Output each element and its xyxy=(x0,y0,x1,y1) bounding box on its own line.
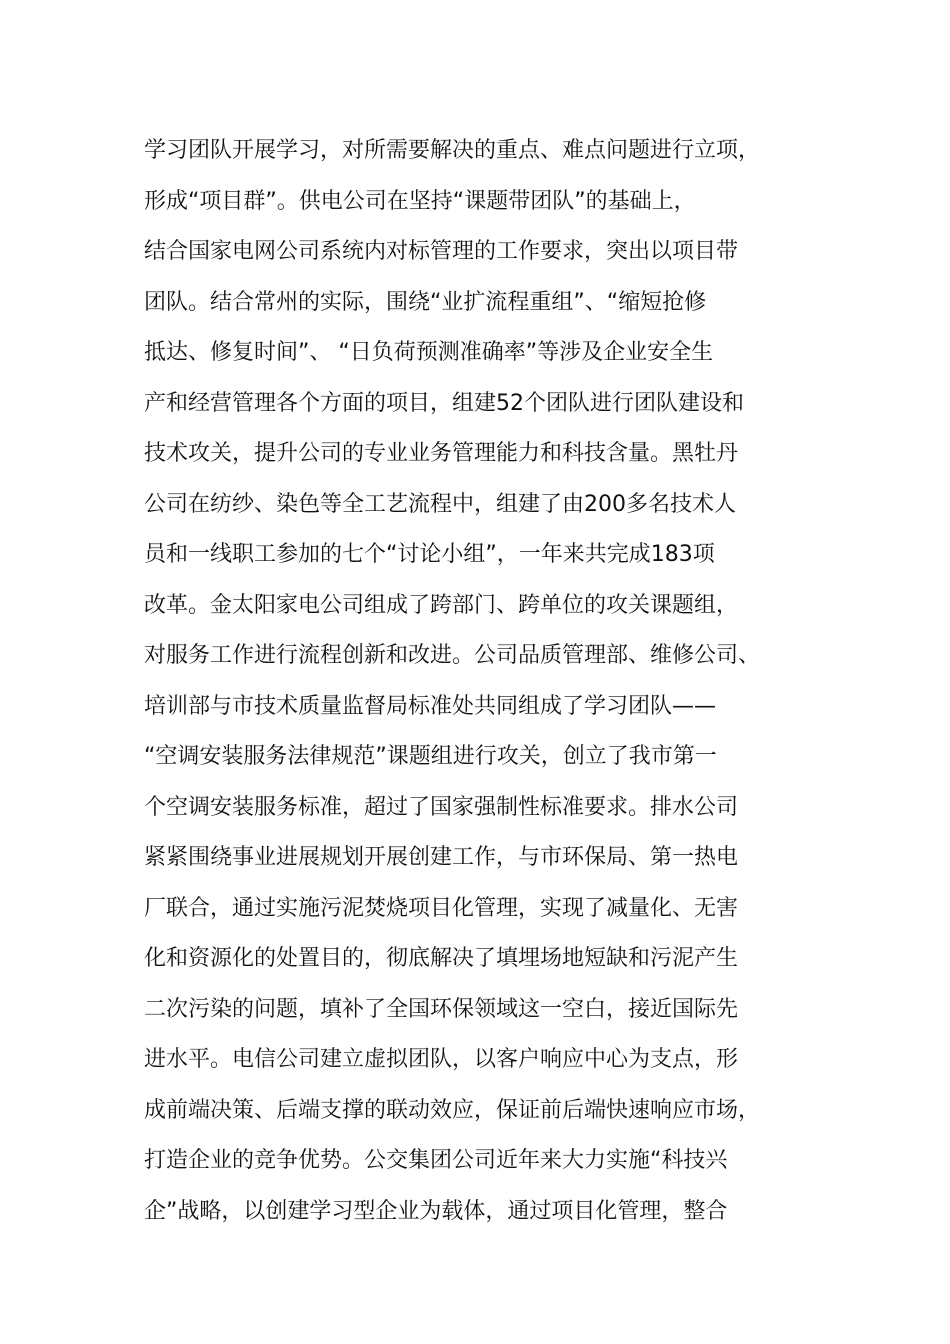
text-line: 结合国家电网公司系统内对标管理的工作要求，突出以项目带 xyxy=(144,239,739,264)
body-text xyxy=(144,126,824,1237)
text-line: 个空调安装服务标准，超过了国家强制性标准要求。排水公司 xyxy=(144,794,739,820)
text-line: 学习团队开展学习，对所需要解决的重点、难点问题进行立项， xyxy=(144,138,761,163)
text-line: 产和经营管理各个方面的项目，组建52个团队进行团队建设和 xyxy=(144,390,744,416)
text-line: 培训部与市技术质量监督局标准处共同组成了学习团队—— xyxy=(144,693,717,719)
text-line: 企”战略，以创建学习型企业为载体，通过项目化管理，整合 xyxy=(144,1198,728,1224)
text-line: 厂联合，通过实施污泥焚烧项目化管理，实现了减量化、无害 xyxy=(144,895,739,921)
text-line: 改革。金太阳家电公司组成了跨部门、跨单位的攻关课题组， xyxy=(144,592,739,618)
text-line: 打造企业的竞争优势。公交集团公司近年来大力实施“科技兴 xyxy=(144,1148,728,1173)
text-line: 形成“项目群”。供电公司在坚持“课题带团队”的基础上， xyxy=(144,188,696,214)
text-line: 化和资源化的处置目的，彻底解决了填埋场地短缺和污泥产生 xyxy=(144,946,739,971)
text-line: 技术攻关，提升公司的专业业务管理能力和科技含量。黑牡丹 xyxy=(144,441,739,466)
text-line: 紧紧围绕事业进展规划开展创建工作，与市环保局、第一热电 xyxy=(144,845,739,870)
text-line: 员和一线职工参加的七个“讨论小组”，一年来共完成183项 xyxy=(144,542,715,567)
text-line: 进水平。电信公司建立虚拟团队，以客户响应中心为支点，形 xyxy=(144,1047,739,1072)
text-line: “空调安装服务法律规范”课题组进行攻关，创立了我市第一 xyxy=(144,744,717,769)
text-line: 团队。结合常州的实际，围绕“业扩流程重组”、“缩短抢修 xyxy=(144,289,707,315)
text-line: 对服务工作进行流程创新和改进。公司品质管理部、维修公司、 xyxy=(144,643,761,668)
text-line: 成前端决策、后端支撑的联动效应，保证前后端快速响应市场， xyxy=(144,1097,761,1123)
text-line: 公司在纺纱、染色等全工艺流程中，组建了由200多名技术人 xyxy=(144,491,736,517)
text-line: 抵达、修复时间”、 “日负荷预测准确率”等涉及企业安全生 xyxy=(144,340,714,365)
text-line: 二次污染的问题，填补了全国环保领域这一空白，接近国际先 xyxy=(144,996,739,1022)
